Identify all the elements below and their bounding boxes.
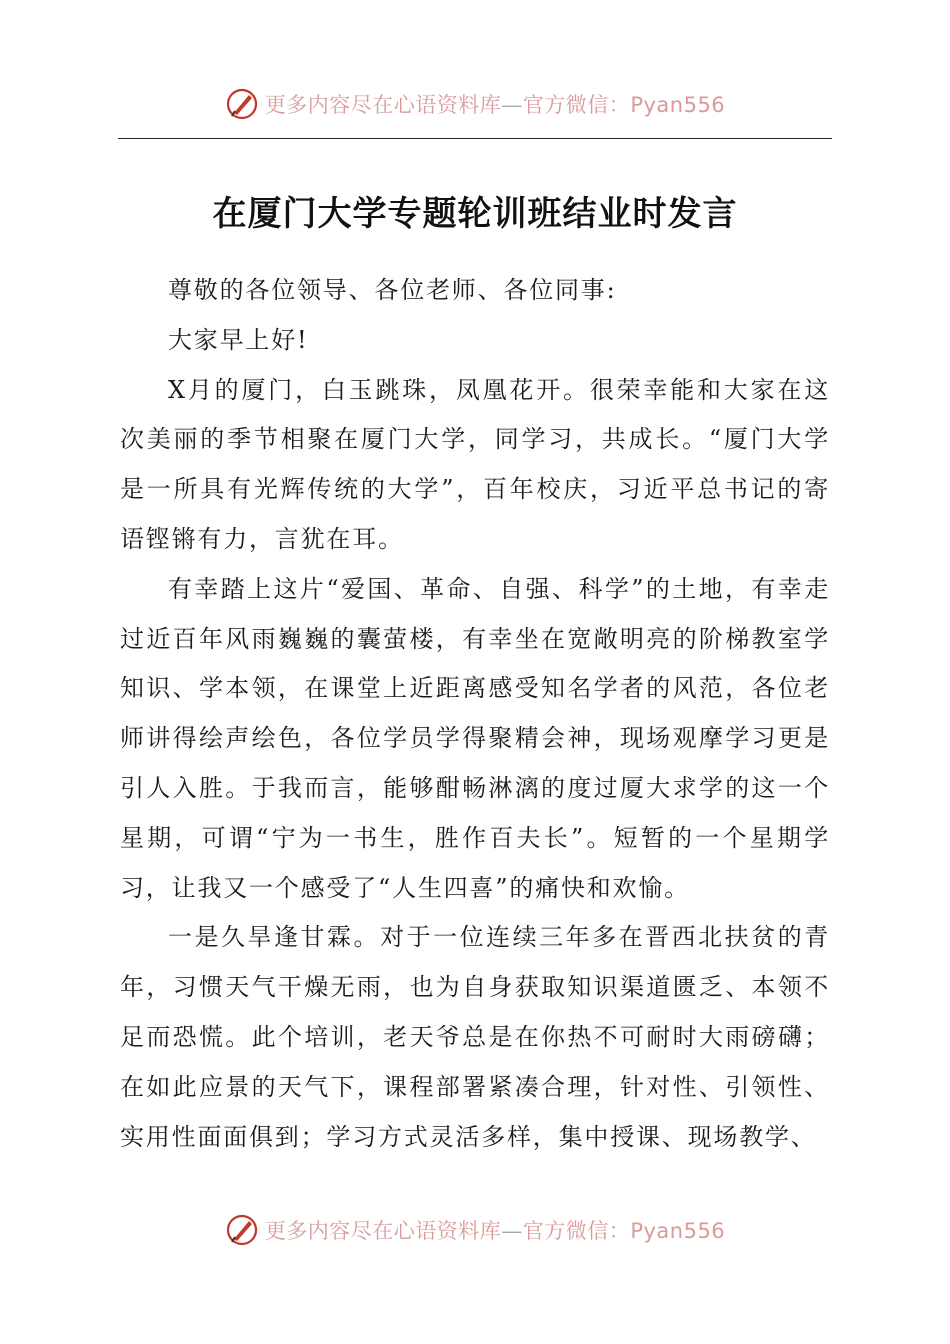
salutation: 尊敬的各位领导、各位老师、各位同事: [168, 276, 617, 304]
footer-banner [0, 1210, 950, 1250]
quill-logo-icon [225, 1213, 259, 1247]
banner-text: 更多内容尽在心语资料库—官方微信：Pyan556 [264, 1219, 726, 1243]
header-banner [0, 84, 950, 124]
greeting: 大家早上好! [168, 325, 309, 354]
banner-text: 更多内容尽在心语资料库—官方微信：Pyan556 [264, 93, 726, 117]
document-title: 在厦门大学专题轮训班结业时发言 [212, 194, 738, 234]
document-body [120, 266, 830, 1162]
quill-logo-icon [225, 87, 259, 121]
body-paragraph: 一是久旱逢甘霖。对于一位连续三年多在晋西北扶贫的青年，习惯天气干燥无雨，也为自身获取知识渠道匮乏、本领不足而恐慌。此个培训，老天爷总是在你热不可耐时大雨磅礴；在如此应景的天气下，课程部署紧凑合理，针对性、引领性、实用性面面俱到；学习方式灵活多样，集中授课、现场教学、 [120, 923, 830, 1151]
body-paragraph: 有幸踏上这片“爱国、革命、自强、科学”的土地，有幸走过近百年风雨巍巍的囊萤楼，有幸坐在宽敞明亮的阶梯教室学知识、学本领，在课堂上近距离感受知名学者的风范，各位老师讲得绘声绘色，各位学员学得聚精会神，现场观摩学习更是引人入胜。于我而言，能够酣畅淋漓的度过厦大求学的这一个星期，可谓“宁为一书生，胜作百夫长”。短暂的一个星期学习，让我又一个感受了“人生四喜”的痛快和欢愉。 [120, 574, 830, 902]
header-divider [118, 138, 832, 139]
body-paragraph: X月的厦门，白玉跳珠，凤凰花开。很荣幸能和大家在这次美丽的季节相聚在厦门大学，同学习，共成长。“厦门大学是一所具有光辉传统的大学”，百年校庆，习近平总书记的寄语铿锵有力，言犹在耳。 [120, 375, 830, 553]
